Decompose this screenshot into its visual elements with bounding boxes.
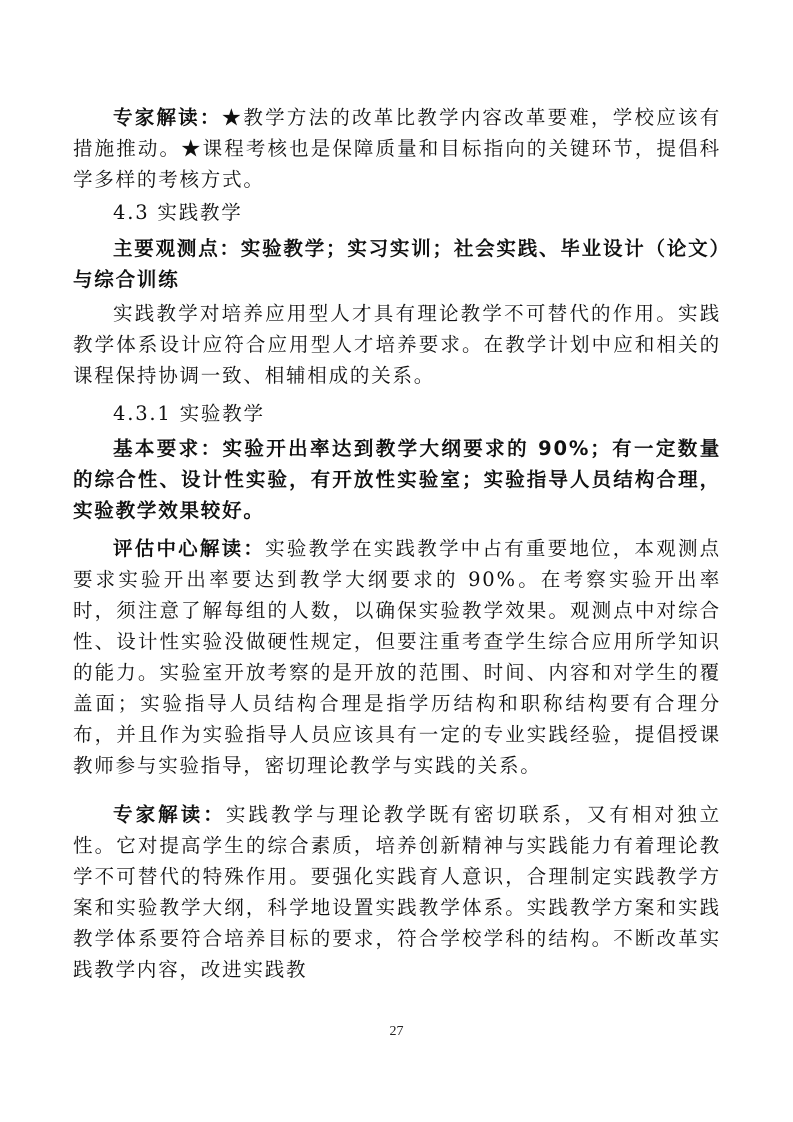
center-text: 实验教学在实践教学中占有重要地位，本观测点要求实验开出率要达到教学大纲要求的 90%。在考察实验开出率时，须注意了解每组的人数，以确保实验教学效果。观测点中对综合性、设计性实验没做硬性规定，但要注重考查学生综合应用所学知识的能力。实验室开放考察的是开放的范围、时间、内容和对学生的覆盖面；实验指导人员结构合理是指学历结构和职称结构要有合理分布，并且作为实验指导人员应该具有一定的专业实践经验，提倡授课教师参与实验指导，密切理论教学与实践的关系。 — [73, 537, 721, 777]
page-number: 27 — [389, 1024, 404, 1039]
expert-label: 专家解读： — [113, 106, 222, 129]
intro-paragraph: 实践教学对培养应用型人才具有理论教学不可替代的作用。实践教学体系设计应符合应用型人才培养要求。在教学计划中应和相关的课程保持协调一致、相辅相成的关系。 — [73, 302, 721, 387]
expert-interpretation-2 — [73, 799, 721, 985]
observation-points: 主要观测点：实验教学；实习实训；社会实践、毕业设计（论文）与综合训练 — [73, 237, 721, 291]
basic-requirements: 基本要求：实验开出率达到教学大纲要求的 90%；有一定数量的综合性、设计性实验，有开放性实验室；实验指导人员结构合理，实验教学效果较好。 — [73, 437, 721, 522]
section-heading-4-3: 4.3 实践教学 — [113, 201, 243, 224]
section-heading-4-3-1: 4.3.1 实验教学 — [113, 402, 265, 425]
center-label: 评估中心解读： — [113, 537, 266, 560]
expert-text: 实践教学与理论教学既有密切联系，又有相对独立性。它对提高学生的综合素质，培养创新精神与实践能力有着理论教学不可替代的特殊作用。要强化实践育人意识，合理制定实践教学方案和实验教学大纲，科学地设置实践教学体系。实践教学方案和实践教学体系要符合培养目标的要求，符合学校学科的结构。不断改革实践教学内容，改进实践教 — [73, 803, 721, 981]
center-interpretation — [73, 533, 721, 781]
expert-label: 专家解读： — [113, 803, 226, 826]
expert-interpretation-1 — [73, 102, 721, 195]
expert-text: ★教学方法的改革比教学内容改革要难，学校应该有措施推动。★课程考核也是保障质量和目标指向的关键环节，提倡科学多样的考核方式。 — [73, 106, 721, 191]
